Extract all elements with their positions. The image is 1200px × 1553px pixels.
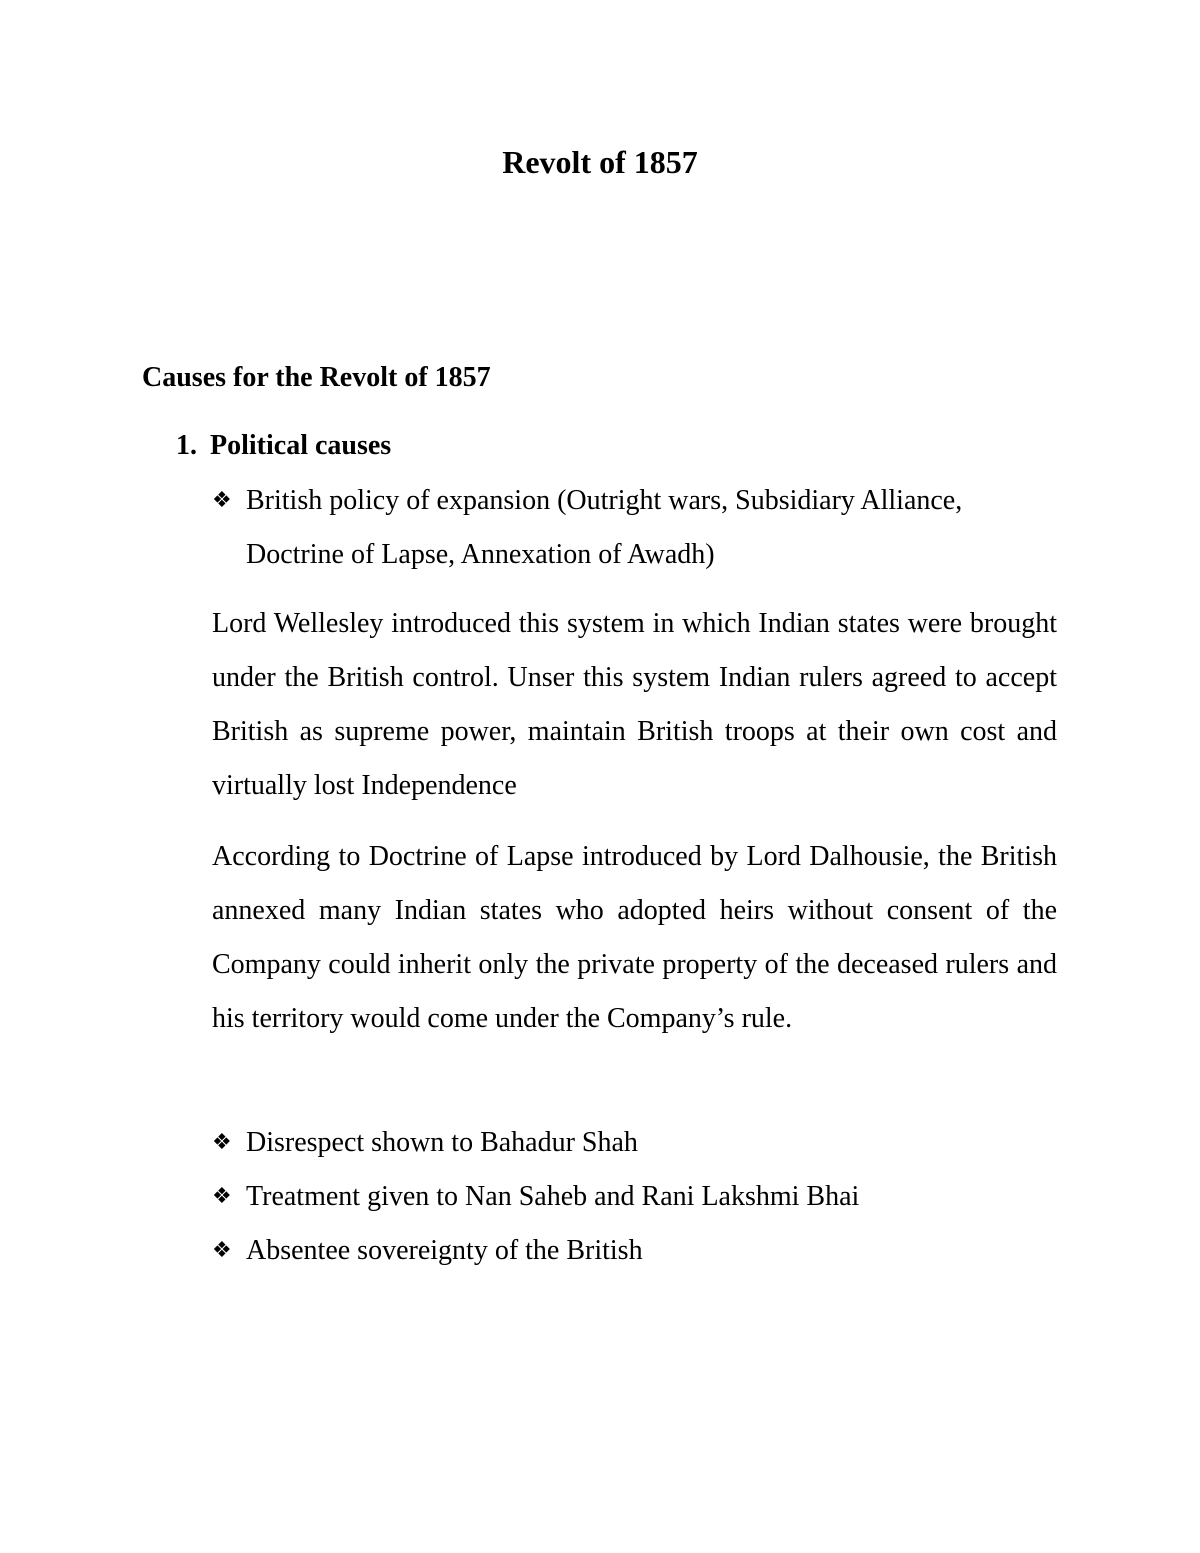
section-heading: Causes for the Revolt of 1857 bbox=[142, 362, 491, 393]
list-item bbox=[212, 1224, 1062, 1278]
list-item-text: Disrespect shown to Bahadur Shah bbox=[246, 1127, 638, 1158]
list-item-text: British policy of expansion (Outright wars, Subsidiary Alliance, Doctrine of Lapse, Annexation of Awadh) bbox=[246, 485, 963, 570]
subsection-number: 1. bbox=[176, 430, 197, 461]
list-item bbox=[212, 474, 1062, 582]
list-item bbox=[212, 1170, 1062, 1224]
page-title: Revolt of 1857 bbox=[502, 144, 698, 180]
diamond-bullet-icon: ❖ bbox=[212, 1238, 232, 1263]
paragraph: Lord Wellesley introduced this system in which Indian states were brought under the British control. Unser this system Indian rulers agreed to accept British as supreme power, maintain British troops at their own cost and virtually lost Independence bbox=[212, 608, 1057, 801]
subsection-heading bbox=[176, 428, 391, 464]
diamond-bullet-icon: ❖ bbox=[212, 488, 232, 513]
list-item-text: Absentee sovereignty of the British bbox=[246, 1235, 643, 1266]
diamond-bullet-icon: ❖ bbox=[212, 1184, 232, 1209]
list-item-text: Treatment given to Nan Saheb and Rani Lakshmi Bhai bbox=[246, 1181, 860, 1212]
subsection-label: Political causes bbox=[210, 430, 392, 461]
paragraph: According to Doctrine of Lapse introduced by Lord Dalhousie, the British annexed many Indian states who adopted heirs without consent of the Company could inherit only the private property of the deceased rulers and his territory would come under the Company’s rule. bbox=[212, 841, 1057, 1034]
diamond-bullet-icon: ❖ bbox=[212, 1130, 232, 1155]
list-item bbox=[212, 1116, 1062, 1170]
